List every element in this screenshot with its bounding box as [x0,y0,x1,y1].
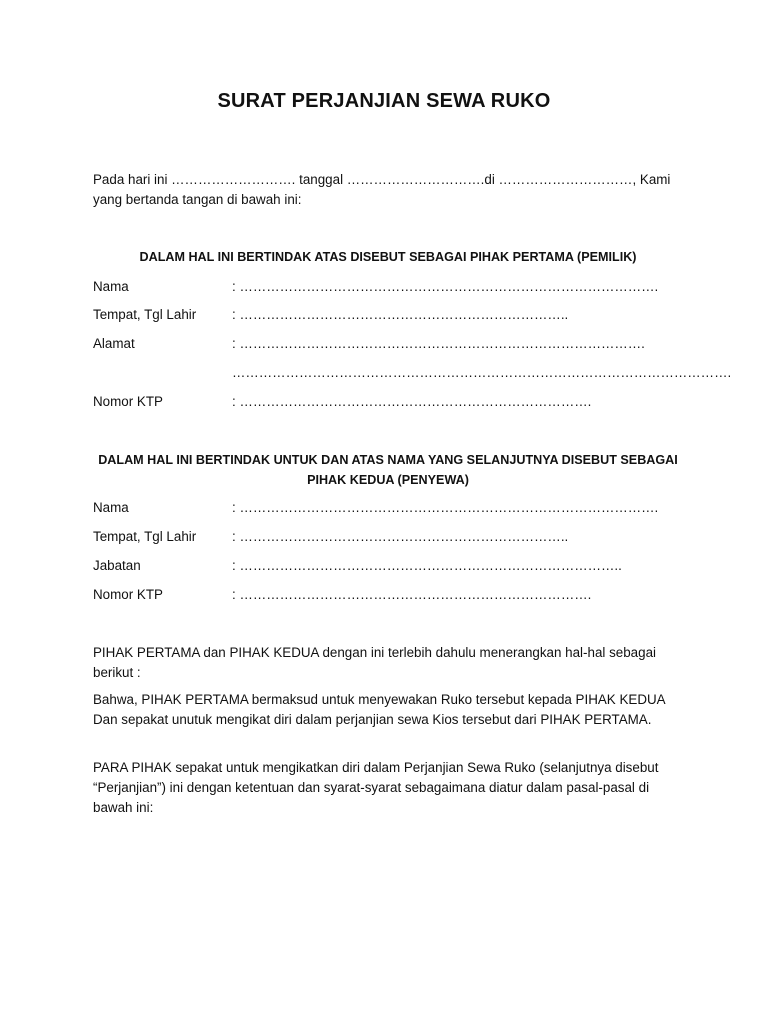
field-label: Tempat, Tgl Lahir [93,307,197,322]
field-label: Jabatan [93,558,141,573]
field-value: : ………………………………………………………………………………. [232,336,645,351]
field-value: : ………………………………………………………………………….. [232,558,622,573]
field-value: : …………………………………………………………………………………. [232,500,659,515]
body-paragraph: Bahwa, PIHAK PERTAMA bermaksud untuk menyewakan Ruko tersebut kepada PIHAK KEDUA Dan sepakat unutuk mengikat diri dalam perjanjian sewa Kios tersebut dari PIHAK PERTAMA. [93,692,665,727]
intro-paragraph: Pada hari ini ………………………. tanggal ………………………….di …………………………, Kami yang bertanda tangan di bawah ini: [93,172,671,207]
field-value: : ……………………………………………………………………. [232,587,592,602]
field-label: Nama [93,500,129,515]
party-one-name-row [93,277,693,297]
party-one-address-continuation: …………………………………………………………………………………………………. [232,365,732,380]
field-value: : ……………………………………………………………….. [232,529,569,544]
field-label: Alamat [93,336,135,351]
party-one-birth-row [93,305,693,325]
body-paragraph: PIHAK PERTAMA dan PIHAK KEDUA dengan ini terlebih dahulu menerangkan hal-hal sebagai berikut : [93,645,656,680]
document-title: SURAT PERJANJIAN SEWA RUKO [217,90,551,112]
field-label: Tempat, Tgl Lahir [93,529,197,544]
field-value: : ……………………………………………………………………. [232,394,592,409]
field-label: Nama [93,279,129,294]
party-two-heading: DALAM HAL INI BERTINDAK UNTUK DAN ATAS NAMA YANG SELANJUTNYA DISEBUT SEBAGAI PIHAK KEDUA (PENYEWA) [98,453,678,487]
party-one-heading: DALAM HAL INI BERTINDAK ATAS DISEBUT SEBAGAI PIHAK PERTAMA (PEMILIK) [139,250,637,264]
party-two-position-row [93,556,693,576]
field-label: Nomor KTP [93,394,163,409]
party-two-name-row [93,498,693,518]
party-two-ktp-row [93,585,693,605]
party-one-address-row [93,334,693,354]
field-value: : ……………………………………………………………….. [232,307,569,322]
party-two-birth-row [93,527,693,547]
party-one-ktp-row [93,392,693,412]
field-label: Nomor KTP [93,587,163,602]
field-value: : …………………………………………………………………………………. [232,279,659,294]
body-paragraph: PARA PIHAK sepakat untuk mengikatkan diri dalam Perjanjian Sewa Ruko (selanjutnya disebut “Perjanjian”) ini dengan ketentuan dan syarat-syarat sebagaimana diatur dalam pasal-pasal di bawah ini: [93,760,659,815]
